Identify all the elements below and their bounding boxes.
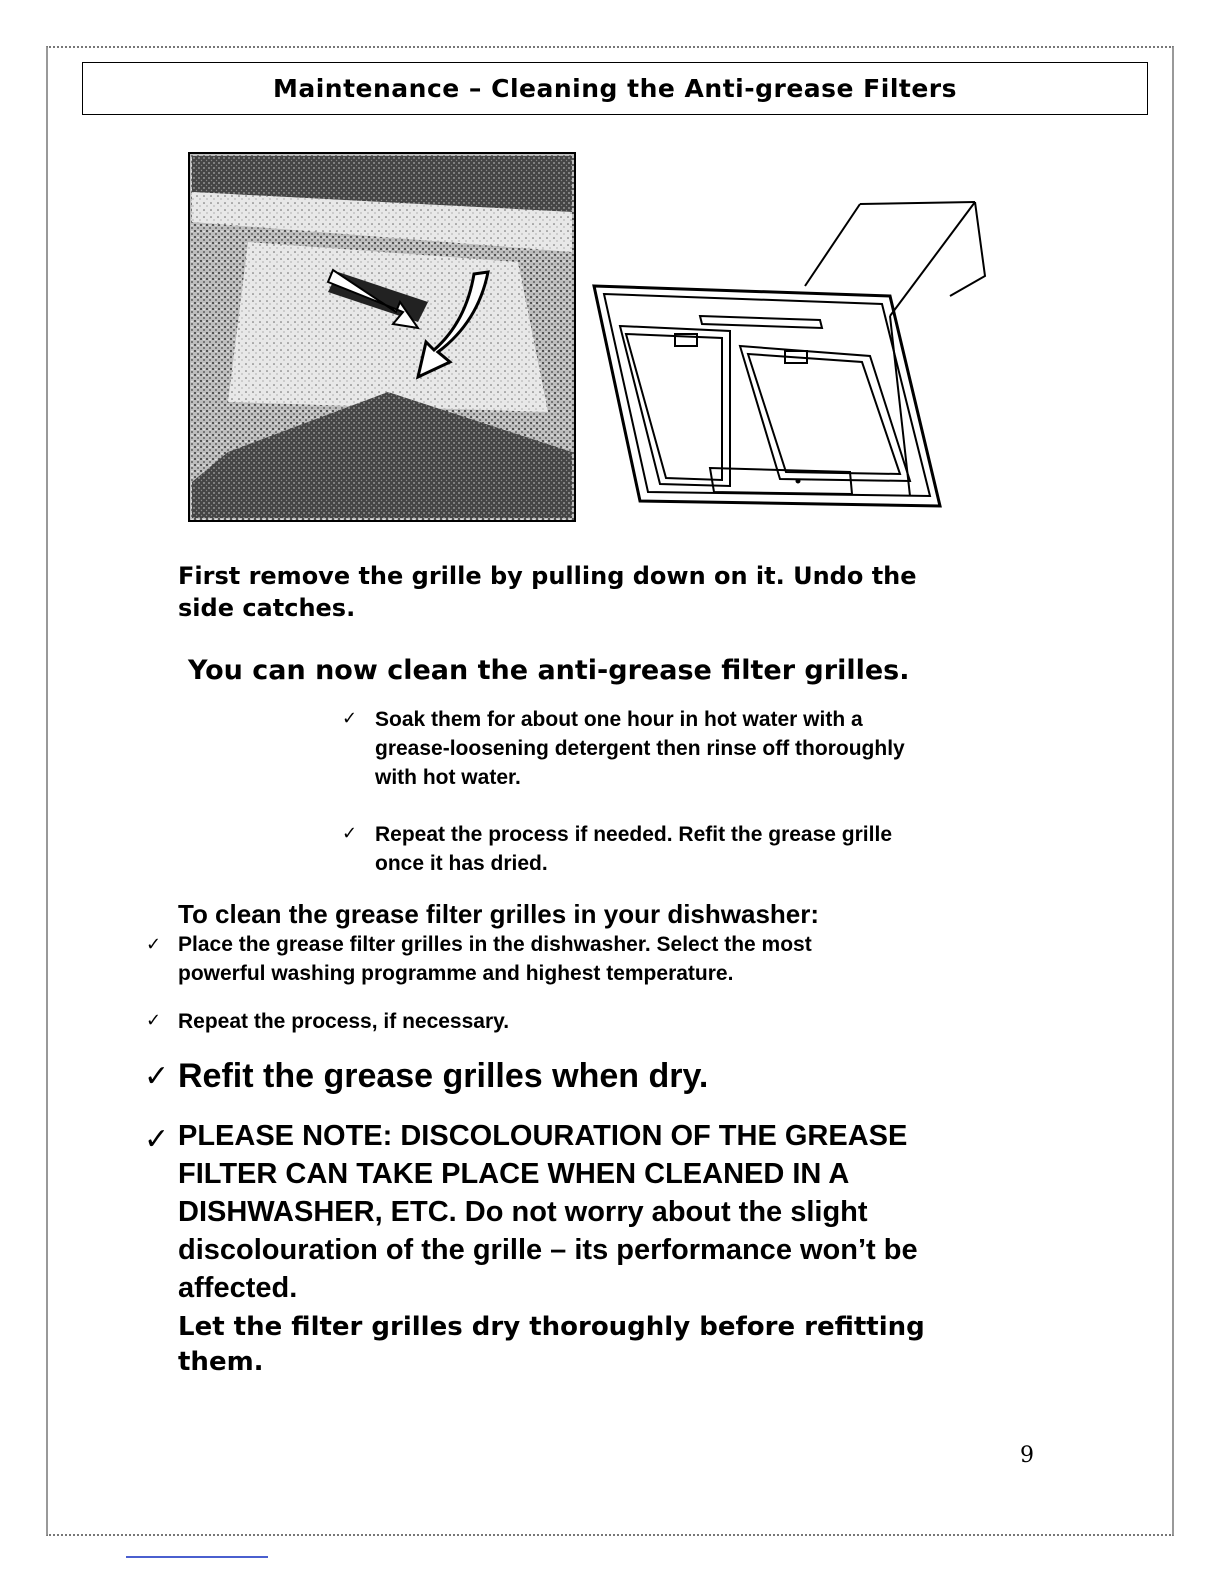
intro-line-2: side catches. bbox=[178, 594, 356, 622]
refit-instruction: Refit the grease grilles when dry. bbox=[178, 1057, 709, 1095]
dry-note-line-1: Let the filter grilles dry thoroughly before refitting bbox=[178, 1312, 925, 1342]
check-icon: ✓ bbox=[146, 934, 162, 955]
check-icon: ✓ bbox=[342, 823, 358, 844]
hand-step-2-line-1: Repeat the process if needed. Refit the grease grille bbox=[375, 823, 892, 846]
intro-line-1: First remove the grille by pulling down on it. Undo the bbox=[178, 562, 917, 590]
page-number: 9 bbox=[1020, 1443, 1034, 1468]
hand-step-1-line-1: Soak them for about one hour in hot water with a bbox=[375, 708, 863, 731]
hand-step-2-line-2: once it has dried. bbox=[375, 852, 548, 875]
check-icon: ✓ bbox=[146, 1010, 162, 1031]
check-icon: ✓ bbox=[342, 708, 358, 729]
dry-note-line-2: them. bbox=[178, 1347, 264, 1377]
dishwasher-step-1-line-2: powerful washing programme and highest temperature. bbox=[178, 962, 734, 985]
note-line-1: PLEASE NOTE: DISCOLOURATION OF THE GREASE bbox=[178, 1120, 908, 1152]
page-title: Maintenance – Cleaning the Anti-grease Filters bbox=[82, 62, 1148, 115]
check-icon: ✓ bbox=[144, 1122, 170, 1157]
check-icon: ✓ bbox=[144, 1059, 170, 1094]
cooker-hood-drawing bbox=[590, 196, 995, 516]
dishwasher-step-1-line-1: Place the grease filter grilles in the dishwasher. Select the most bbox=[178, 933, 812, 956]
note-line-3: DISHWASHER, ETC. Do not worry about the slight bbox=[178, 1196, 868, 1228]
footer-rule bbox=[126, 1556, 268, 1558]
subheading: You can now clean the anti-grease filter grilles. bbox=[188, 655, 910, 686]
hand-step-1-line-3: with hot water. bbox=[375, 766, 521, 789]
note-line-2: FILTER CAN TAKE PLACE WHEN CLEANED IN A bbox=[178, 1158, 850, 1190]
dishwasher-step-2: Repeat the process, if necessary. bbox=[178, 1010, 510, 1033]
note-line-5: affected. bbox=[178, 1272, 298, 1304]
note-line-4: discolouration of the grille – its performance won’t be bbox=[178, 1234, 918, 1266]
dishwasher-heading: To clean the grease filter grilles in your dishwasher: bbox=[178, 899, 820, 929]
hand-step-1-line-2: grease-loosening detergent then rinse off thoroughly bbox=[375, 737, 905, 760]
grille-removal-photo bbox=[188, 152, 576, 522]
